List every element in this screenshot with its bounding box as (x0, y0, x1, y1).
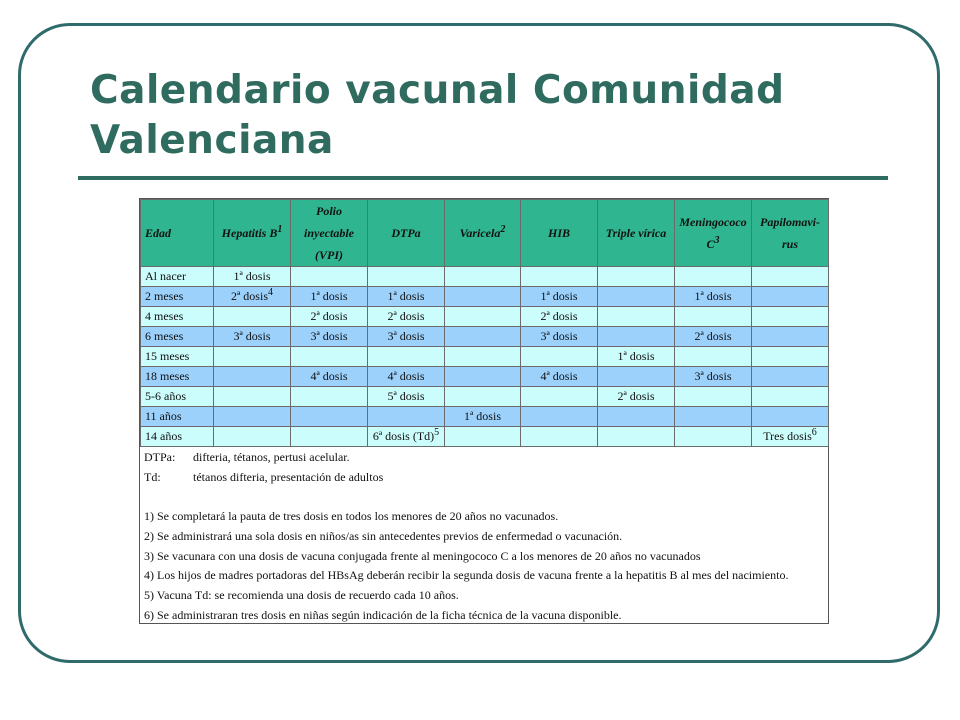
cell-papilomavirus (752, 367, 829, 387)
footnote-item: 6) Se administraran tres dosis en niñas según indicación de la ficha técnica de la vacuna disponible. (144, 607, 622, 622)
cell-polio (291, 267, 368, 287)
cell-varicela (445, 347, 521, 367)
cell-triple-virica (598, 327, 675, 347)
cell-hib (521, 387, 598, 407)
cell-hepatitis-b (214, 367, 291, 387)
cell-polio: 3ª dosis (291, 327, 368, 347)
cell-papilomavirus (752, 407, 829, 427)
cell-edad: 2 meses (141, 287, 214, 307)
cell-hepatitis-b (214, 427, 291, 447)
cell-dtpa: 2ª dosis (368, 307, 445, 327)
col-header-edad: Edad (141, 200, 214, 267)
table-row (141, 267, 829, 287)
cell-hepatitis-b: 1ª dosis (214, 267, 291, 287)
cell-triple-virica (598, 367, 675, 387)
cell-hib (521, 267, 598, 287)
cell-hib: 4ª dosis (521, 367, 598, 387)
cell-varicela (445, 267, 521, 287)
abbreviation-list (144, 448, 824, 487)
cell-meningococo (675, 307, 752, 327)
cell-papilomavirus: Tres dosis$^6$ (752, 427, 829, 447)
cell-polio: 1ª dosis (291, 287, 368, 307)
table-row (141, 367, 829, 387)
cell-dtpa (368, 267, 445, 287)
cell-edad: 11 años (141, 407, 214, 427)
cell-varicela (445, 327, 521, 347)
title-underline (78, 176, 888, 180)
cell-hib: 1ª dosis (521, 287, 598, 307)
cell-varicela (445, 427, 521, 447)
cell-meningococo: 3ª dosis (675, 367, 752, 387)
cell-dtpa (368, 347, 445, 367)
table-body (141, 267, 829, 447)
cell-hib (521, 347, 598, 367)
cell-triple-virica (598, 287, 675, 307)
cell-meningococo (675, 267, 752, 287)
cell-hepatitis-b: 2ª dosis$^4$ (214, 287, 291, 307)
footnote-item: 3) Se vacunara con una dosis de vacuna conjugada frente al meningococo C a los menores de 20 años no vacunados (144, 548, 701, 563)
col-header-meningococo: Meningococo $C^3$ (675, 200, 752, 267)
table-row (141, 427, 829, 447)
cell-varicela (445, 307, 521, 327)
cell-papilomavirus (752, 327, 829, 347)
cell-edad: 4 meses (141, 307, 214, 327)
abbreviation-item: Td: tétanos difteria, presentación de adultos (144, 469, 384, 484)
col-header-varicela: Varicela$^2$ (445, 200, 521, 267)
cell-meningococo: 2ª dosis (675, 327, 752, 347)
cell-hepatitis-b (214, 347, 291, 367)
col-header-triple-virica: Triple vírica (598, 200, 675, 267)
cell-meningococo (675, 427, 752, 447)
cell-polio: 2ª dosis (291, 307, 368, 327)
cell-triple-virica (598, 407, 675, 427)
table-row (141, 407, 829, 427)
cell-meningococo (675, 347, 752, 367)
cell-polio (291, 407, 368, 427)
footnote-item: 1) Se completará la pauta de tres dosis en todos los menores de 20 años no vacunados. (144, 509, 559, 524)
table-row (141, 327, 829, 347)
cell-edad: 14 años (141, 427, 214, 447)
cell-edad: 18 meses (141, 367, 214, 387)
cell-dtpa: 5ª dosis (368, 387, 445, 407)
cell-polio: 4ª dosis (291, 367, 368, 387)
cell-triple-virica (598, 307, 675, 327)
cell-papilomavirus (752, 387, 829, 407)
cell-meningococo (675, 407, 752, 427)
cell-varicela (445, 367, 521, 387)
table-row (141, 347, 829, 367)
cell-varicela (445, 287, 521, 307)
cell-papilomavirus (752, 287, 829, 307)
cell-papilomavirus (752, 307, 829, 327)
col-header-papilomavirus: Papilomavi- rus (752, 200, 829, 267)
slide-title: Calendario vacunal Comunidad Valenciana (90, 68, 785, 163)
footnote-item: 5) Vacuna Td: se recomienda una dosis de recuerdo cada 10 años. (144, 587, 459, 602)
cell-meningococo: 1ª dosis (675, 287, 752, 307)
table-notes (140, 447, 828, 625)
cell-triple-virica (598, 267, 675, 287)
cell-edad: 15 meses (141, 347, 214, 367)
cell-polio (291, 347, 368, 367)
table-row (141, 287, 829, 307)
cell-papilomavirus (752, 347, 829, 367)
cell-edad: 5-6 años (141, 387, 214, 407)
col-header-dtpa: DTPa (368, 200, 445, 267)
vaccination-schedule-image (139, 198, 829, 624)
col-header-hib: HIB (521, 200, 598, 267)
cell-hib (521, 407, 598, 427)
cell-varicela (445, 387, 521, 407)
cell-hepatitis-b (214, 407, 291, 427)
cell-hepatitis-b: 3ª dosis (214, 327, 291, 347)
cell-meningococo (675, 387, 752, 407)
cell-dtpa (368, 407, 445, 427)
col-header-polio: Polio inyectable (VPI) (291, 200, 368, 267)
cell-hib: 2ª dosis (521, 307, 598, 327)
footnote-item: 4) Los hijos de madres portadoras del HBsAg deberán recibir la segunda dosis de vacuna frente a la hepatitis B al mes del nacimiento. (144, 568, 789, 583)
table-row (141, 387, 829, 407)
cell-hib: 3ª dosis (521, 327, 598, 347)
cell-hib (521, 427, 598, 447)
cell-triple-virica (598, 427, 675, 447)
col-header-hepatitis-b: Hepatitis $B^1$ (214, 200, 291, 267)
cell-dtpa: 4ª dosis (368, 367, 445, 387)
cell-polio (291, 387, 368, 407)
cell-dtpa: 3ª dosis (368, 327, 445, 347)
cell-dtpa: 1ª dosis (368, 287, 445, 307)
table-row (141, 307, 829, 327)
cell-hepatitis-b (214, 387, 291, 407)
cell-edad: Al nacer (141, 267, 214, 287)
cell-papilomavirus (752, 267, 829, 287)
cell-polio (291, 427, 368, 447)
cell-varicela: 1ª dosis (445, 407, 521, 427)
cell-hepatitis-b (214, 307, 291, 327)
cell-dtpa: 6ª dosis $(Td)^5$ (368, 427, 445, 447)
vaccination-table (140, 199, 829, 447)
cell-edad: 6 meses (141, 327, 214, 347)
cell-triple-virica: 1ª dosis (598, 347, 675, 367)
footnote-list (144, 507, 824, 625)
cell-triple-virica: 2ª dosis (598, 387, 675, 407)
abbreviation-item: DTPa: difteria, tétanos, pertusi acelular. (144, 450, 350, 464)
header-row (141, 200, 829, 267)
notes-spacer (144, 487, 824, 507)
footnote-item: 2) Se administrará una sola dosis en niños/as sin antecedentes previos de enfermedad o vacunación. (144, 528, 623, 543)
